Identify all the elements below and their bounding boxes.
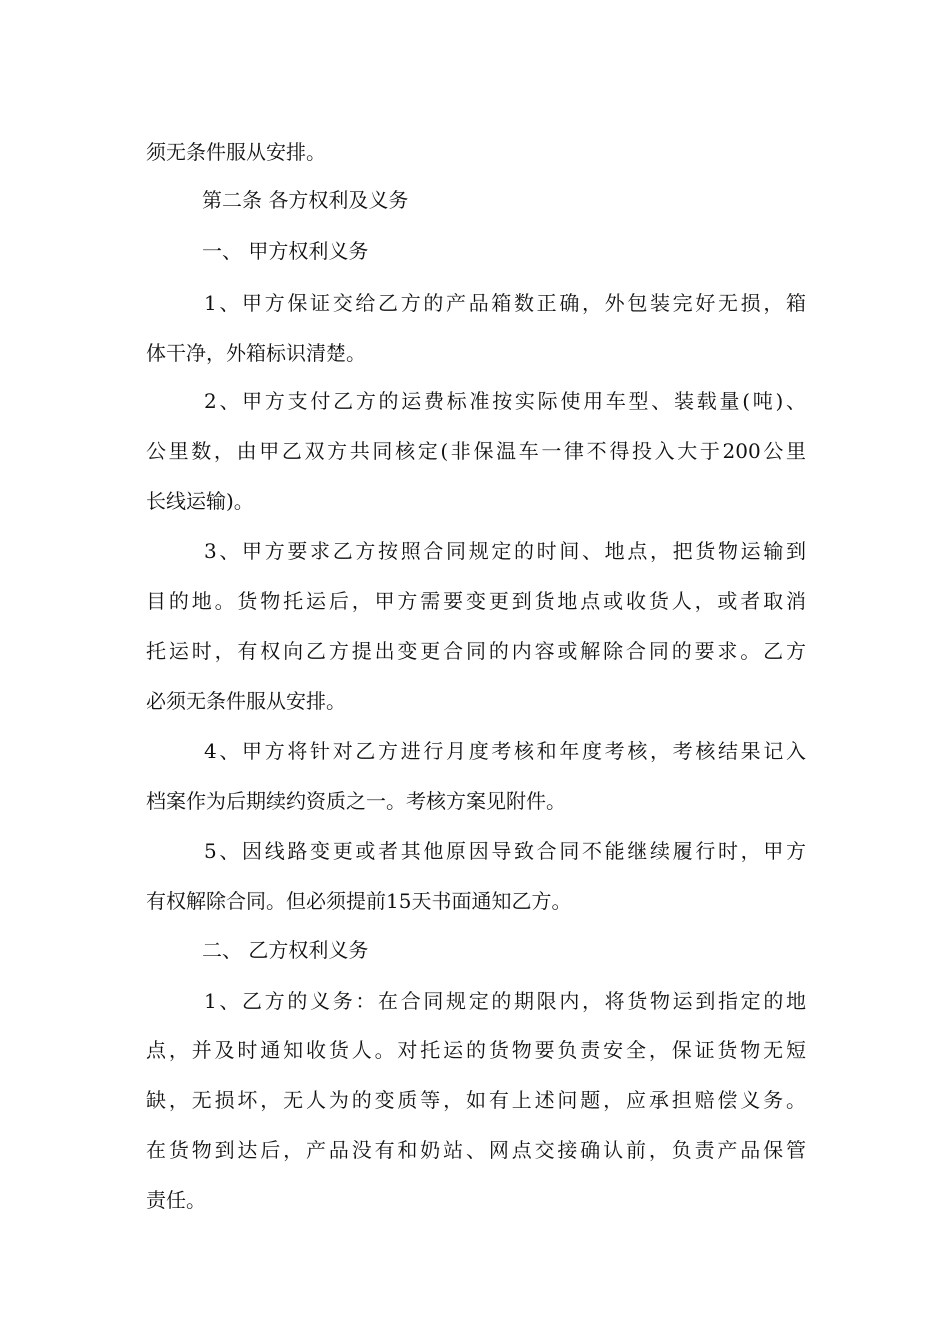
article-heading: 第二条 各方权利及义务 xyxy=(202,188,409,212)
clause-b1-line5: 责任。 xyxy=(146,1188,206,1212)
clause-a2-line1: 2、甲方支付乙方的运费标准按实际使用车型、装载量(吨)、 xyxy=(204,389,806,413)
clause-a2-line2: 公里数，由甲乙双方共同核定(非保温车一律不得投入大于200公里 xyxy=(146,439,806,463)
clause-b1-line2: 点，并及时通知收货人。对托运的货物要负责安全，保证货物无短 xyxy=(146,1038,806,1062)
clause-a1-line2: 体干净，外箱标识清楚。 xyxy=(146,341,366,365)
clause-a3-line4: 必须无条件服从安排。 xyxy=(146,689,346,713)
clause-a3-line2: 目的地。货物托运后，甲方需要变更到货地点或收货人，或者取消 xyxy=(146,589,806,613)
section-heading-party-a: 一、 甲方权利义务 xyxy=(202,239,369,263)
clause-a5-line2: 有权解除合同。但必须提前15天书面通知乙方。 xyxy=(146,889,572,913)
clause-a4-line2: 档案作为后期续约资质之一。考核方案见附件。 xyxy=(146,789,566,813)
section-heading-party-b: 二、 乙方权利义务 xyxy=(202,938,369,962)
text-line-continuation: 须无条件服从安排。 xyxy=(146,140,326,164)
clause-a3-line1: 3、甲方要求乙方按照合同规定的时间、地点，把货物运输到 xyxy=(204,539,806,563)
clause-a5-line1: 5、因线路变更或者其他原因导致合同不能继续履行时，甲方 xyxy=(204,839,806,863)
clause-a4-line1: 4、甲方将针对乙方进行月度考核和年度考核，考核结果记入 xyxy=(204,739,806,763)
clause-a2-line3: 长线运输)。 xyxy=(146,489,254,513)
clause-b1-line3: 缺，无损坏，无人为的变质等，如有上述问题，应承担赔偿义务。 xyxy=(146,1088,806,1112)
clause-a3-line3: 托运时，有权向乙方提出变更合同的内容或解除合同的要求。乙方 xyxy=(146,639,806,663)
clause-b1-line1: 1、乙方的义务：在合同规定的期限内，将货物运到指定的地 xyxy=(204,989,806,1013)
clause-a1-line1: 1、甲方保证交给乙方的产品箱数正确，外包装完好无损，箱 xyxy=(204,291,806,315)
clause-b1-line4: 在货物到达后，产品没有和奶站、网点交接确认前，负责产品保管 xyxy=(146,1138,806,1162)
